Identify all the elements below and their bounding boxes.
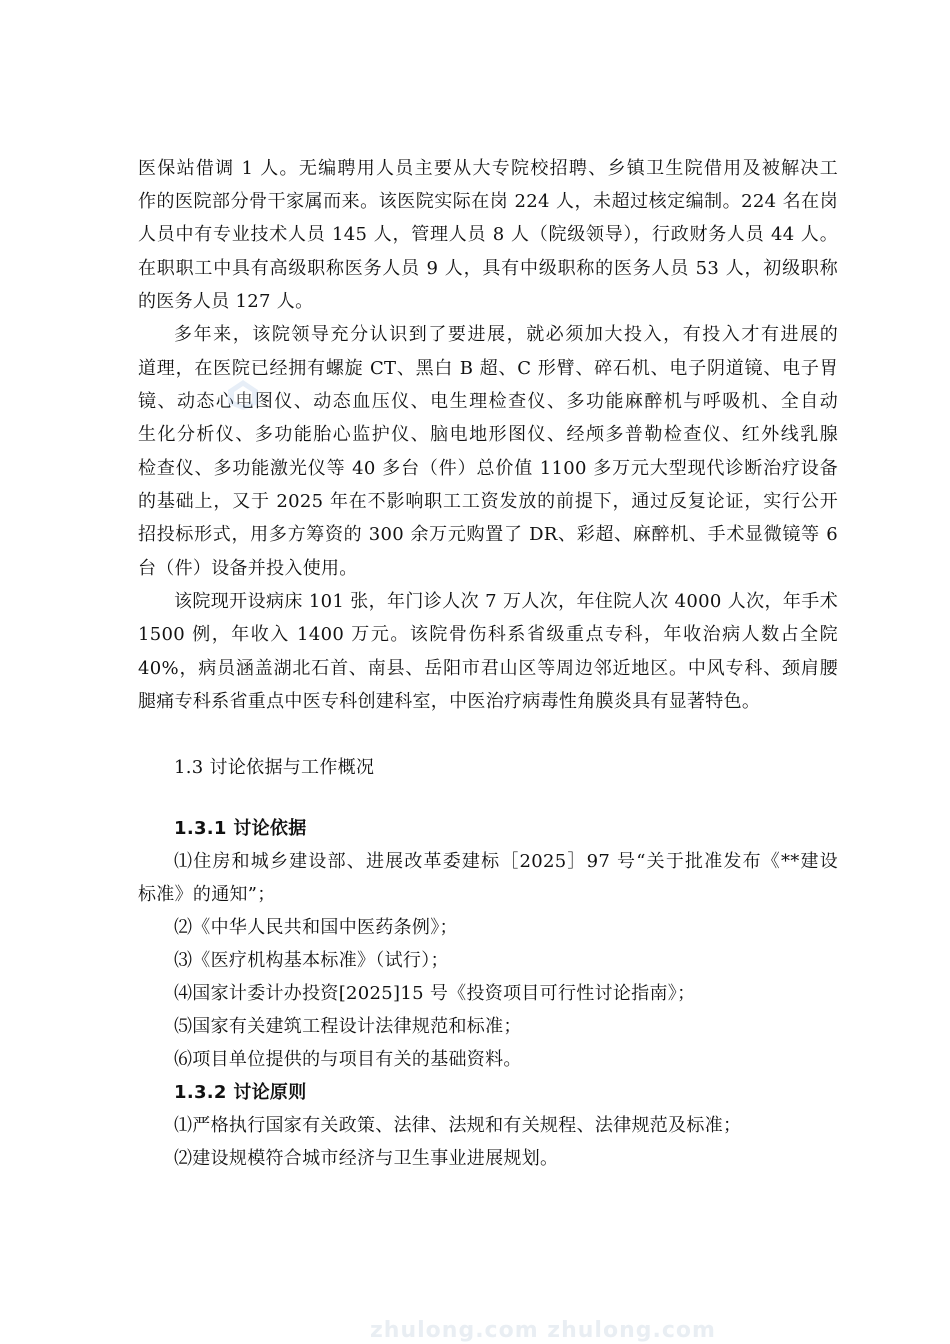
paragraph-line: 医保站借调 1 人。无编聘用人员主要从大专院校招聘、乡镇卫生院借用及被解决工 (138, 158, 838, 179)
list-item: ⑸国家有关建筑工程设计法律规范和标准； (174, 1016, 522, 1037)
paragraph-line: 人员中有专业技术人员 145 人，管理人员 8 人（院级领导），行政财务人员 44 人。 (138, 224, 838, 245)
list-item: ⑴严格执行国家有关政策、法律、法规和有关规程、法律规范及标准； (174, 1115, 742, 1136)
paragraph-line: 检查仪、多功能激光仪等 40 多台（件）总价值 1100 多万元大型现代诊断治疗设备 (138, 458, 838, 479)
paragraph-line: 台（件）设备并投入使用。 (138, 558, 358, 579)
paragraph-line: 的医务人员 127 人。 (138, 291, 314, 312)
paragraph-line: 生化分析仪、多功能胎心监护仪、脑电地形图仪、经颅多普勒检查仪、红外线乳腺 (138, 424, 838, 445)
list-item: ⑵《中华人民共和国中医药条例》； (174, 917, 458, 938)
paragraph-line: 作的医院部分骨干家属而来。该医院实际在岗 224 人，未超过核定编制。224 名在岗 (138, 191, 838, 212)
list-item: ⑴住房和城乡建设部、进展改革委建标［2025］97 号“关于批准发布《**建设 (174, 851, 838, 872)
subsection-heading: 1.3.2 讨论原则 (174, 1082, 307, 1103)
paragraph-line: 招投标形式，用多方筹资的 300 余万元购置了 DR、彩超、麻醉机、手术显微镜等 6 (138, 524, 838, 545)
list-item: ⑷国家计委计办投资[2025]15 号《投资项目可行性讨论指南》； (174, 983, 696, 1004)
section-heading: 1.3 讨论依据与工作概况 (174, 757, 375, 778)
list-item: 标准》的通知”； (138, 884, 276, 905)
paragraph-line: 镜、动态心电图仪、动态血压仪、电生理检查仪、多功能麻醉机与呼吸机、全自动 (138, 391, 838, 412)
paragraph-line: 该院现开设病床 101 张，年门诊人次 7 万人次，年住院人次 4000 人次，年手术 (174, 591, 838, 612)
list-item: ⑵建设规模符合城市经济与卫生事业进展规划。 (174, 1148, 559, 1169)
paragraph-line: 道理，在医院已经拥有螺旋 CT、黑白 B 超、C 形臂、碎石机、电子阴道镜、电子胃 (138, 358, 838, 379)
list-item: ⑹项目单位提供的与项目有关的基础资料。 (174, 1049, 522, 1070)
paragraph-line: 多年来，该院领导充分认识到了要进展，就必须加大投入，有投入才有进展的 (174, 324, 838, 345)
subsection-heading: 1.3.1 讨论依据 (174, 818, 307, 839)
footer-watermark: zhulong.com zhulong.com (370, 1318, 716, 1343)
watermark-logo-icon (226, 378, 260, 412)
paragraph-line: 的基础上，又于 2025 年在不影响职工工资发放的前提下，通过反复论证，实行公开 (138, 491, 838, 512)
list-item: ⑶《医疗机构基本标准》（试行）； (174, 950, 449, 971)
paragraph-line: 在职职工中具有高级职称医务人员 9 人，具有中级职称的医务人员 53 人，初级职称 (138, 258, 838, 279)
paragraph-line: 40%，病员涵盖湖北石首、南县、岳阳市君山区等周边邻近地区。中风专科、颈肩腰 (138, 658, 838, 679)
paragraph-line: 腿痛专科系省重点中医专科创建科室，中医治疗病毒性角膜炎具有显著特色。 (138, 691, 761, 712)
paragraph-line: 1500 例，年收入 1400 万元。该院骨伤科系省级重点专科，年收治病人数占全院 (138, 624, 838, 645)
